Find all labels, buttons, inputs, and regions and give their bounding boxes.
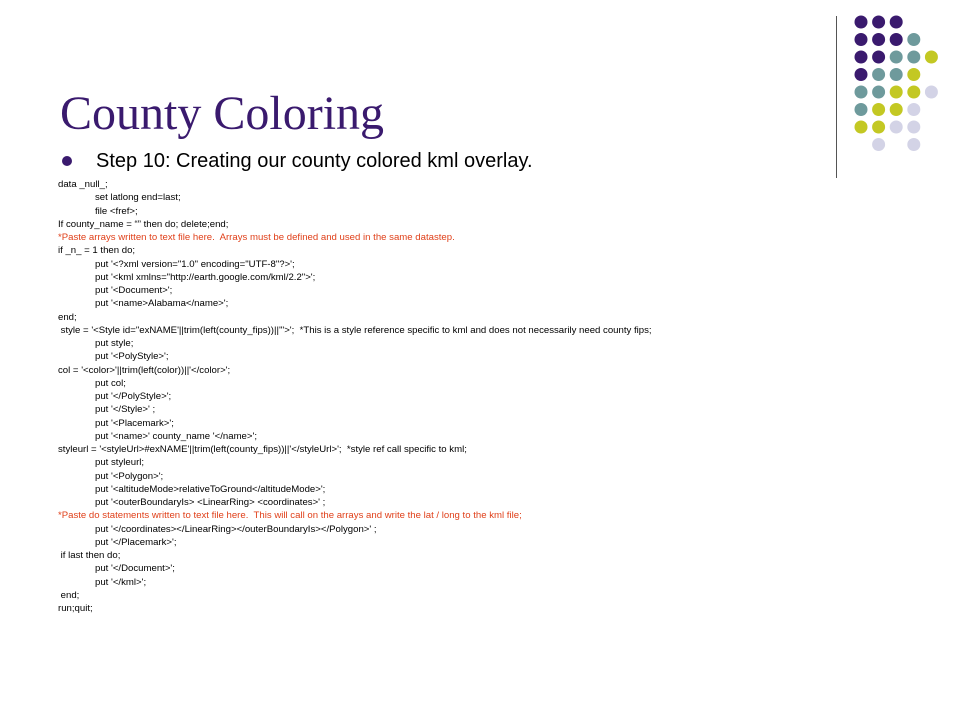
decorative-dot (855, 121, 868, 134)
decorative-dot (890, 86, 903, 99)
decorative-dot (855, 68, 868, 81)
code-line: col = '<color>'||trim(left(color))||'</color>'; (58, 364, 231, 376)
decorative-dot (907, 121, 920, 134)
decorative-dot (925, 51, 938, 64)
decorative-dot (872, 16, 885, 29)
code-line: style = '<Style id="exNAME'||trim(left(county_fips))||'">'; *This is a style reference specific to kml and does not necessarily need county fips; (58, 324, 652, 336)
bullet-text: Step 10: Creating our county colored kml overlay. (96, 149, 533, 172)
code-line: data _null_; (58, 179, 108, 190)
code-line: end; (58, 311, 77, 323)
decorative-dot (872, 121, 885, 134)
slide-title: County Coloring (60, 87, 385, 140)
code-line: styleurl = '<styleUrl>#exNAME'||trim(left(county_fips))||'</styleUrl>'; *style ref call specific to kml; (58, 444, 467, 455)
code-line: put '</kml>'; (95, 576, 147, 588)
code-line: put '<Document>'; (95, 285, 173, 296)
decorative-dot (907, 51, 920, 64)
code-comment-line: *Paste do statements written to text file here. This will call on the arrays and write the lat / long to the kml file; (58, 510, 522, 522)
bullet-dot-icon (62, 156, 72, 166)
code-line: put '</Document>'; (95, 563, 175, 575)
decorative-dot (855, 33, 868, 46)
decorative-dot (872, 68, 885, 81)
code-line: put '<Placemark>'; (95, 417, 174, 429)
code-line: run;quit; (58, 603, 93, 614)
decorative-dot (890, 68, 903, 81)
code-line: if _n_ = 1 then do; (58, 245, 136, 257)
code-line: end; (58, 589, 80, 601)
decorative-dot (872, 138, 885, 151)
decorative-dot (890, 121, 903, 134)
code-line: if last then do; (58, 550, 121, 561)
code-block (58, 178, 948, 615)
code-line: put '<name>' county_name '</name>'; (95, 430, 257, 442)
decorative-dot (907, 138, 920, 151)
bullet-item (62, 146, 533, 176)
code-line: put col; (95, 377, 126, 389)
decorative-dot (872, 33, 885, 46)
code-line: put '<name>Alabama</name>'; (95, 298, 229, 310)
code-line: put '<outerBoundaryIs> <LinearRing> <coordinates>' ; (95, 497, 326, 508)
decorative-dot (907, 86, 920, 99)
decorative-dot (890, 16, 903, 29)
decorative-dot (855, 51, 868, 64)
code-line: put '<PolyStyle>'; (95, 351, 169, 363)
code-line: put '</coordinates></LinearRing></outerBoundaryIs></Polygon>' ; (95, 523, 377, 535)
code-line: put '</Placemark>'; (95, 536, 177, 548)
code-line: put '</PolyStyle>'; (95, 391, 172, 402)
code-comment-line: *Paste arrays written to text file here. Arrays must be defined and used in the same datastep. (58, 232, 455, 243)
code-line: file <fref>; (95, 205, 138, 217)
decorative-dot (925, 86, 938, 99)
code-line: put '<kml xmlns="http://earth.google.com/kml/2.2">'; (95, 271, 316, 283)
divider-line (836, 16, 837, 178)
decorative-dot (907, 68, 920, 81)
decorative-dot (872, 103, 885, 116)
decorative-dot (872, 86, 885, 99)
decorative-dot (907, 33, 920, 46)
code-line: put style; (95, 338, 134, 349)
decorative-dot (855, 103, 868, 116)
code-line: put '</Style>' ; (95, 404, 156, 416)
decorative-dot (907, 103, 920, 116)
decorative-dot (890, 51, 903, 64)
decorative-dot (890, 33, 903, 46)
decorative-dot (872, 51, 885, 64)
code-line: put styleurl; (95, 457, 145, 469)
decorative-dot (855, 16, 868, 29)
decorative-dot (890, 103, 903, 116)
code-line: put '<?xml version="1.0" encoding="UTF-8"?>'; (95, 258, 295, 270)
code-line: If county_name = “” then do; delete;end; (58, 218, 229, 230)
decorative-dot (855, 86, 868, 99)
code-line: put '<Polygon>'; (95, 470, 164, 482)
code-line: put '<altitudeMode>relativeToGround</altitudeMode>'; (95, 483, 326, 495)
code-line: set latlong end=last; (95, 192, 181, 204)
